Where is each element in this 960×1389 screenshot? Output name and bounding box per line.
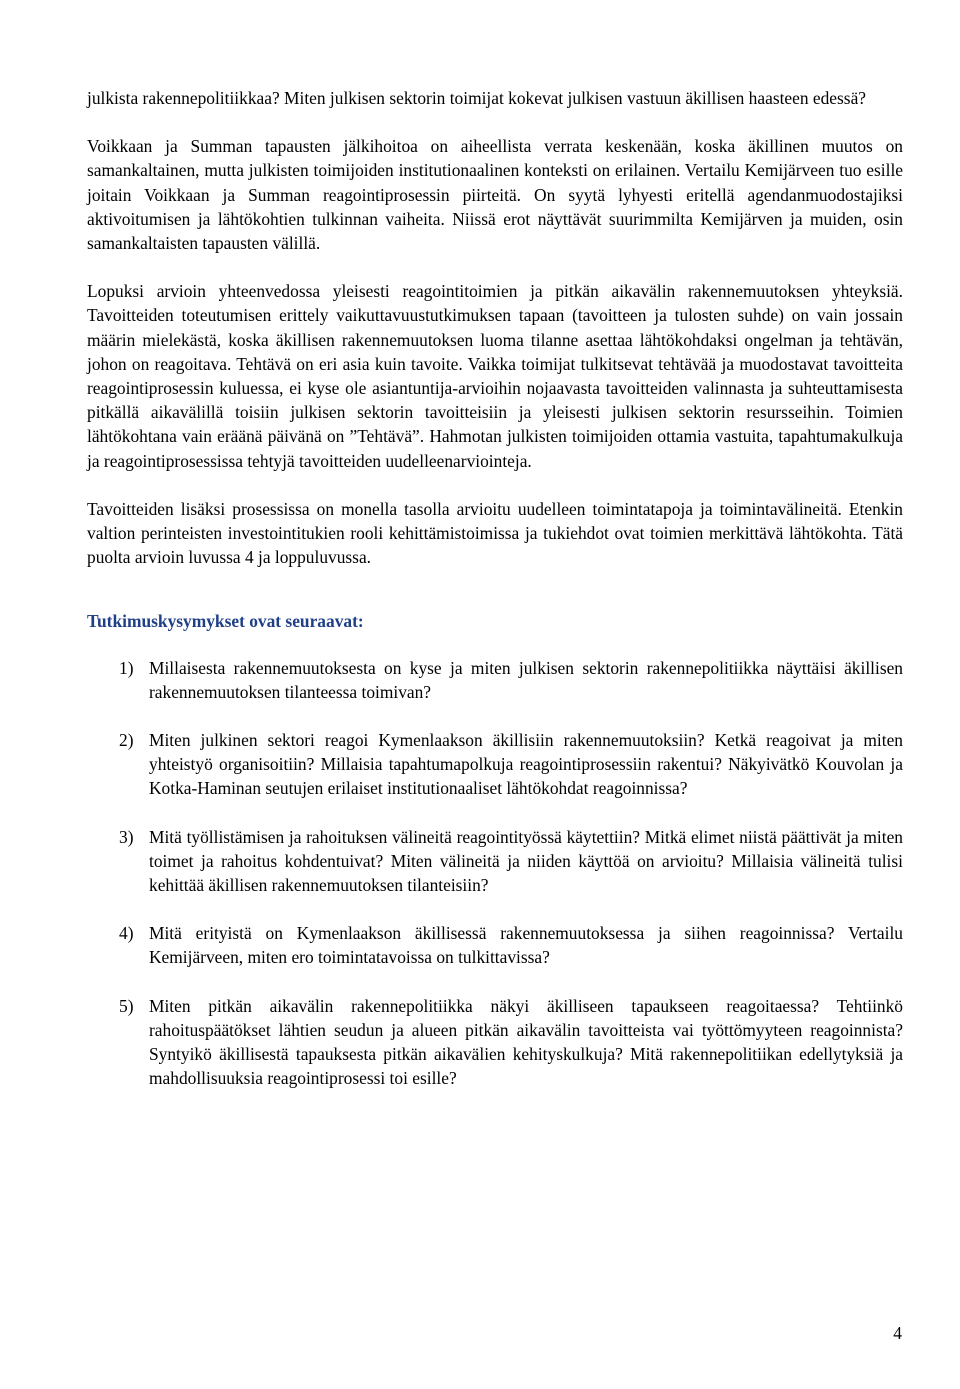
list-item-text: Miten julkinen sektori reagoi Kymenlaakson äkillisiin rakennemuutoksiin? Ketkä reagoivat ja miten yhteistyö organisoitiin? Millaisia tapahtumapolkuja reagointiprosessiin rakentui? Näkyivätkö Kouvolan ja Kotka-Haminan seutujen erilaiset institutionaaliset lähtökohdat reagoinnissa?	[149, 730, 903, 799]
list-item-number: 3)	[119, 826, 134, 847]
paragraph-tools: Tavoitteiden lisäksi prosessissa on monella tasolla arvioitu uudelleen toimintatapoja ja toimintavälineitä. Etenkin valtion perinteisten investointitukien rooli kehittämistoimissa ja tukiehdot ovat toimien merkittävä lähtökohta. Tätä puolta arvioin luvussa 4 ja loppuluvussa.	[87, 498, 903, 568]
list-item	[87, 656, 903, 704]
paragraph-intro: julkista rakennepolitiikkaa? Miten julkisen sektorin toimijat kokevat julkisen vastuun äkillisen haasteen edessä?	[87, 88, 867, 108]
list-item	[87, 728, 903, 801]
list-item-text: Mitä työllistämisen ja rahoituksen välineitä reagointityössä käytettiin? Mitkä elimet niistä päättivät ja miten toimet ja rahoitus kohdentuivat? Miten välineitä ja niiden käyttöä on arvioitu? Millaisia välineitä tulisi kehittää äkillisen rakennemuutoksen tilanteisiin?	[149, 826, 903, 896]
list-item-number: 2)	[119, 730, 134, 751]
list-item-text: Miten pitkän aikavälin rakennepolitiikka näkyi äkilliseen tapaukseen reagoitaessa? Tehtiinkö rahoituspäätökset lähtien seudun ja alueen pitkän aikavälin tavoitteista vai työttömyyteen reagoinnista? Syntyikö äkillisestä tapauksesta pitkän aikavälien kehityskulkuja? Mitä rakennepolitiikan edellytyksiä ja mahdollisuuksia reagointiprosessi toi esille?	[149, 995, 903, 1089]
list-item-text: Mitä erityistä on Kymenlaakson äkillisessä rakennemuutoksessa ja siihen reagoinnissa? Vertailu Kemijärveen, miten ero toimintatavoissa on tulkittavissa?	[149, 923, 903, 968]
list-item	[87, 825, 903, 898]
section-title: Tutkimuskysymykset ovat seuraavat:	[87, 611, 364, 632]
list-item-text: Millaisesta rakennemuutoksesta on kyse ja miten julkisen sektorin rakennepolitiikka näyttäisi äkillisen rakennemuutoksen tilanteessa toimivan?	[149, 657, 903, 702]
list-item-number: 1)	[119, 657, 134, 678]
list-item	[87, 921, 903, 969]
list-item	[87, 994, 903, 1091]
paragraph-comparison: Voikkaan ja Summan tapausten jälkihoitoa on aiheellista verrata keskenään, koska äkillinen muutos on samankaltainen, mutta julkisten toimijoiden institutionaalinen konteksti on erilainen. Vertailu Kemijärveen tuo esille joitain Voikkaan ja Summan reagointiprosessin piirteitä. On syytä lyhyesti eritellä agendanmuodostajiksi aktivoitumisen ja lähtökohtien tulkinnan vaiheita. Niissä erot näyttävät suurimmilta Kemijärven ja muiden, osin samankaltaisten tapausten välillä.	[87, 136, 903, 254]
list-item-number: 5)	[119, 995, 134, 1016]
list-item-number: 4)	[119, 923, 134, 944]
research-questions-list	[87, 656, 903, 1091]
paragraph-summary: Lopuksi arvioin yhteenvedossa yleisesti reagointitoimien ja pitkän aikavälin rakennemuutoksen yhteyksiä. Tavoitteiden toteutumisen erittely vaikuttavuustutkimuksen tapaan (tavoitteen ja tulosten suhde) on vain jossain määrin mielekästä, koska äkillisen rakennemuutoksen luoma tilanne asettaa lähtökohdaksi ongelman ja tehtävän, johon on reagoitava. Tehtävä on eri asia kuin tavoite. Vaikka toimijat tulkitsevat tehtävää ja muodostavat tavoitteita reagointiprosessin kuluessa, ei kyse ole asiantuntija-arvioihin nojaavasta tavoitteiden valinnasta ja suhteuttamisesta pitkällä aikavälillä toisiin julkisen sektorin tavoitteisiin ja yleisesti julkisen sektorin resursseihin. Toimien lähtökohtana vain eräänä päivänä on ”Tehtävä”. Hahmotan julkisten toimijoiden ottamia vastuita, tapahtumakulkuja ja reagointiprosessissa tehtyjä tavoitteiden uudelleenarviointeja.	[87, 281, 903, 471]
page-number: 4	[893, 1323, 902, 1343]
